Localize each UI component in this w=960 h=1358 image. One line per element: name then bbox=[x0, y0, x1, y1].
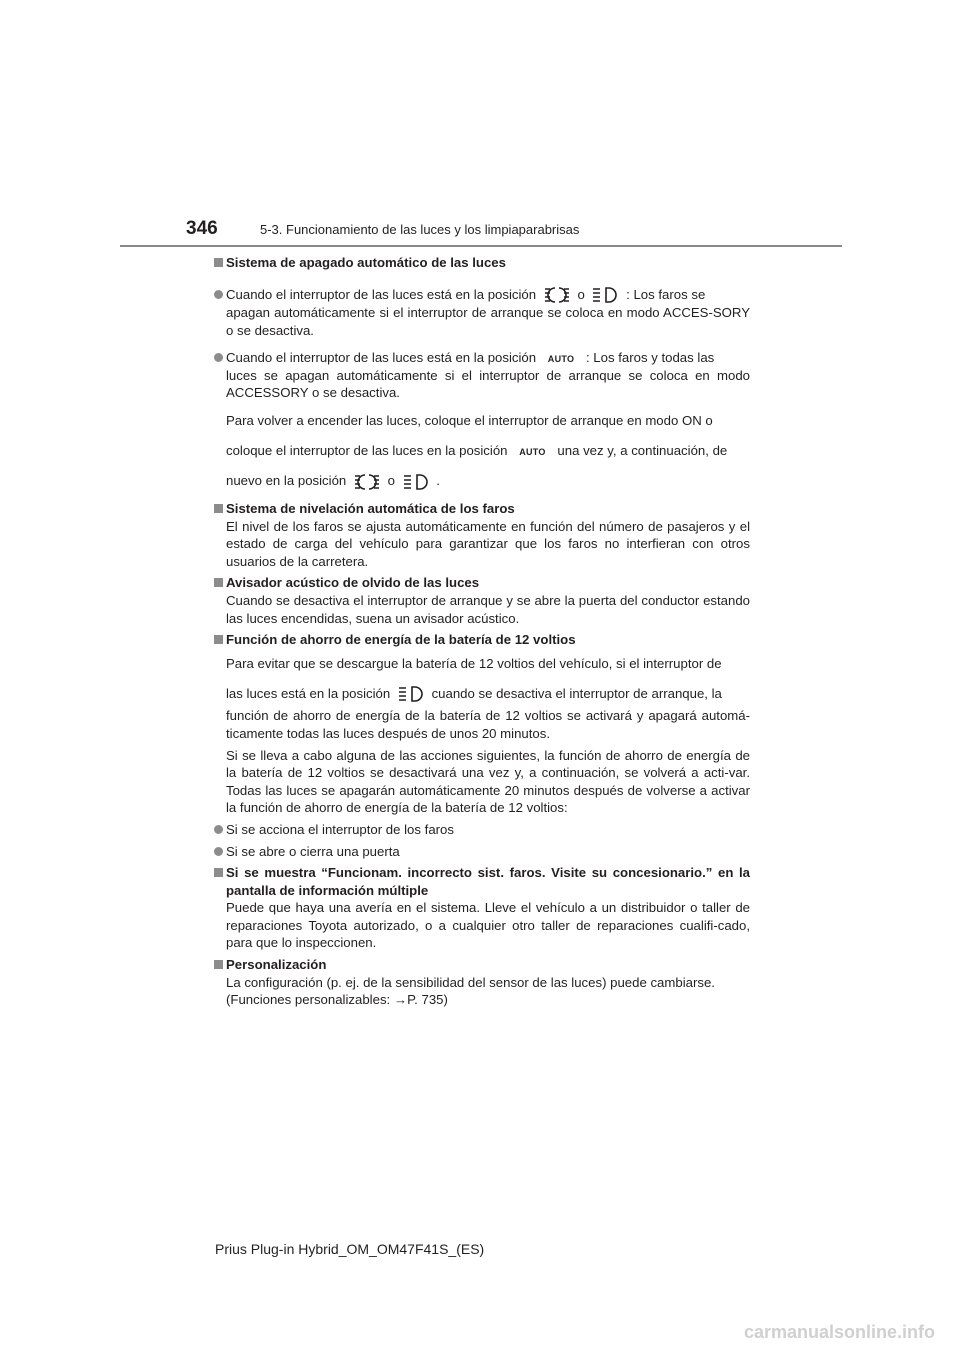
section-customization bbox=[214, 956, 750, 1009]
square-bullet-icon bbox=[214, 258, 223, 267]
round-bullet-icon bbox=[214, 825, 223, 834]
section-lights-reminder bbox=[214, 574, 750, 627]
watermark: carmanualsonline.info bbox=[744, 1322, 936, 1342]
square-bullet-icon bbox=[214, 504, 223, 513]
parking-lights-icon bbox=[544, 286, 570, 304]
list-item: Si se abre o cierra una puerta bbox=[214, 843, 750, 861]
round-bullet-icon bbox=[214, 290, 223, 299]
section-title: Si se muestra “Funcionam. incorrecto sist. faros. Visite su concesionario.” en la pantalla de información múltiple bbox=[226, 865, 750, 898]
paragraph: Para volver a encender las luces, coloque el interruptor de arranque en modo ON o coloque el interruptor de las luces en la posición AUTO una vez y, a continuación, de nuevo en la posición o . bbox=[226, 406, 750, 496]
footer: Prius Plug-in Hybrid_OM_OM47F41S_(ES) bbox=[215, 1241, 485, 1257]
page-content bbox=[214, 254, 750, 1013]
arrow-icon: → bbox=[393, 992, 408, 1008]
section-auto-off bbox=[214, 254, 750, 496]
paragraph: Puede que haya una avería en el sistema. Lleve el vehículo a un distribuidor o taller de reparaciones Toyota autorizado, o a cualquier otro taller de reparaciones cualifi-cado, para que lo inspeccionen. bbox=[226, 900, 750, 951]
square-bullet-icon bbox=[214, 960, 223, 969]
paragraph: Cuando se desactiva el interruptor de arranque y se abre la puerta del conductor estando las luces encendidas, suena un avisador acústico. bbox=[226, 593, 750, 626]
parking-lights-icon bbox=[354, 473, 380, 491]
list-item: Cuando el interruptor de las luces está en la posición o : Los faros se apagan automáticamente si el interruptor de arranque se coloca en modo ACCES-SORY o se desactiva. bbox=[214, 286, 750, 340]
section-auto-leveling bbox=[214, 500, 750, 570]
paragraph: Para evitar que se descargue la batería de 12 voltios del vehículo, si el interruptor de las luces está en la posición cuando se desactiva el interruptor de arranque, la función de ahorro de energía de la batería de 12 voltios se activará y apagará automá-ticamente todas las luces después de unos 20 minutos. bbox=[226, 655, 750, 741]
page-reference-link[interactable]: P. 735 bbox=[407, 992, 444, 1008]
section-title: Función de ahorro de energía de la batería de 12 voltios bbox=[226, 632, 576, 648]
round-bullet-icon bbox=[214, 353, 223, 362]
list-item: Si se acciona el interruptor de los faros bbox=[214, 821, 750, 839]
section-title: Sistema de nivelación automática de los faros bbox=[226, 501, 515, 517]
headlights-icon bbox=[592, 286, 618, 304]
square-bullet-icon bbox=[214, 635, 223, 644]
section-battery-saver bbox=[214, 631, 750, 860]
round-bullet-icon bbox=[214, 847, 223, 856]
paragraph: La configuración (p. ej. de la sensibilidad del sensor de las luces) puede cambiarse. (Funciones personalizables: →P. 735) bbox=[226, 974, 715, 1008]
square-bullet-icon bbox=[214, 868, 223, 877]
header-divider bbox=[120, 245, 842, 247]
section-title: Personalización bbox=[226, 957, 327, 973]
headlights-icon bbox=[398, 685, 424, 703]
headlights-icon bbox=[403, 473, 429, 491]
page-number: 346 bbox=[186, 218, 218, 239]
section-title: Sistema de apagado automático de las luces bbox=[226, 255, 506, 270]
paragraph: Si se lleva a cabo alguna de las acciones siguientes, la función de ahorro de energía de la batería de 12 voltios se desactivará una vez y, a continuación, se volverá a acti-var. Todas las luces se apagarán automáticamente 20 minutos después de volverse a activar la función de ahorro de energía de la batería de 12 voltios: bbox=[226, 747, 750, 816]
list-item: Cuando el interruptor de las luces está en la posición AUTO : Los faros y todas las luces se apagan automáticamente si el interruptor de arranque se coloca en modo ACCESSORY o se desactiva. bbox=[214, 349, 750, 402]
section-title: Avisador acústico de olvido de las luces bbox=[226, 575, 480, 591]
paragraph: El nivel de los faros se ajusta automáticamente en función del número de pasajeros y el estado de carga del vehículo para garantizar que los faros no interfieran con otros usuarios de la carretera. bbox=[226, 518, 750, 569]
auto-position-icon: AUTO bbox=[519, 446, 546, 457]
chapter-title: 5-3. Funcionamiento de las luces y los limpiaparabrisas bbox=[260, 222, 580, 237]
auto-position-icon: AUTO bbox=[547, 353, 575, 364]
section-malfunction-message bbox=[214, 864, 750, 952]
square-bullet-icon bbox=[214, 578, 223, 587]
